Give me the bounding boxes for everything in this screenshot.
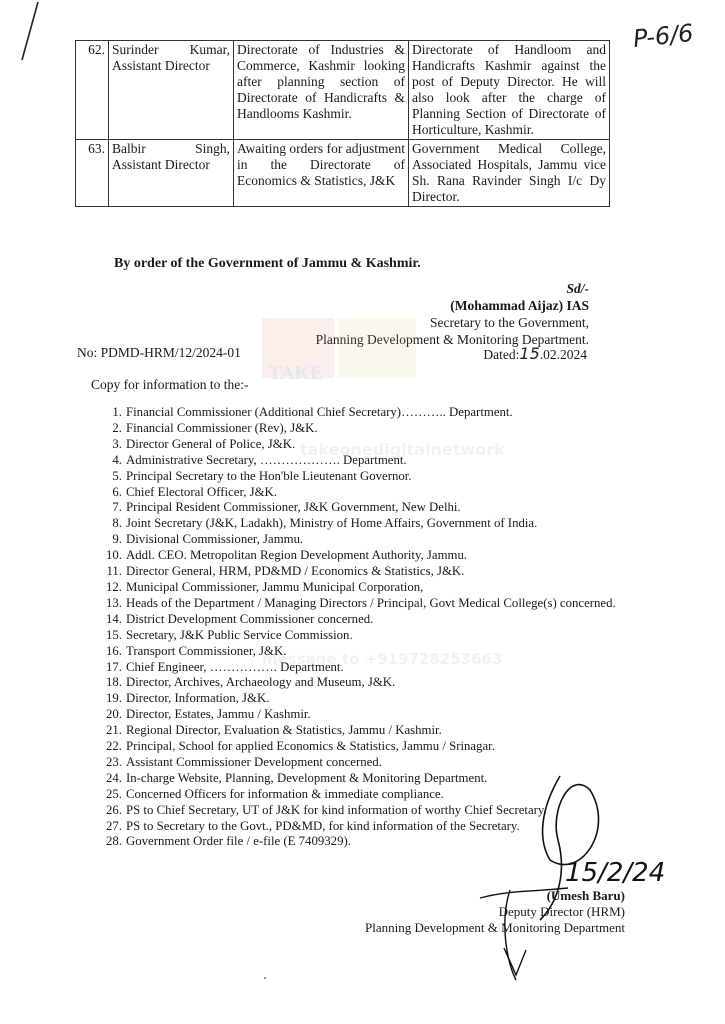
- list-item-number: 19.: [106, 691, 122, 706]
- list-item-number: 5.: [112, 468, 122, 483]
- list-item-text: Director, Archives, Archaeology and Museum, J&K.: [126, 675, 396, 690]
- list-item-text: Director, Information, J&K.: [126, 691, 270, 706]
- watermark-logo-right: [338, 318, 416, 378]
- list-item: [112, 452, 646, 469]
- list-item-number: 4.: [112, 452, 122, 467]
- list-item-text: Assistant Commissioner Development concerned.: [126, 754, 382, 769]
- list-item-text: Principal Secretary to the Hon'ble Lieutenant Governor.: [126, 468, 412, 483]
- list-item-number: 15.: [106, 627, 122, 642]
- list-item: [106, 611, 646, 628]
- list-item-number: 23.: [106, 754, 122, 769]
- list-item-text: Chief Engineer, ……………. Department.: [126, 659, 344, 674]
- list-item-text: Joint Secretary (J&K, Ladakh), Ministry of Home Affairs, Government of India.: [126, 516, 538, 531]
- list-item-number: 26.: [106, 802, 122, 817]
- list-item-number: 1.: [112, 405, 122, 419]
- officer-name: Balbir Singh, Assistant Director: [109, 140, 234, 207]
- present-posting: Directorate of Industries & Commerce, Kashmir looking after planning section of Directorate of Handicrafts & Handlooms Kashmir.: [234, 41, 409, 140]
- deputy-name: (Umesh Baru): [546, 888, 625, 903]
- secretary-designation: Secretary to the Government,: [430, 315, 589, 330]
- list-item-text: Financial Commissioner (Rev), J&K.: [126, 420, 318, 435]
- new-posting: Directorate of Handloom and Handicrafts Kashmir against the post of Deputy Director. He will also look after the charge of Planning Section of Directorate of Horticulture, Kashmir.: [409, 41, 610, 140]
- order-number: No: PDMD-HRM/12/2024-01: [77, 345, 241, 360]
- list-item: [112, 420, 646, 437]
- new-posting: Government Medical College, Associated Hospitals, Jammu vice Sh. Rana Ravinder Singh I/c Dy Director.: [409, 140, 610, 207]
- list-item-text: Secretary, J&K Public Service Commission.: [126, 627, 353, 642]
- list-item: [106, 564, 646, 580]
- by-order-line: By order of the Government of Jammu & Kashmir.: [114, 256, 421, 271]
- list-item-number: 25.: [106, 786, 122, 801]
- list-item: [106, 707, 646, 723]
- list-item-number: 7.: [112, 500, 122, 515]
- list-item: [112, 484, 646, 501]
- deputy-designation: Deputy Director (HRM): [498, 904, 625, 919]
- list-item: [106, 754, 646, 771]
- list-item-text: Regional Director, Evaluation & Statistics, Jammu / Kashmir.: [126, 723, 442, 738]
- list-item: [112, 500, 646, 516]
- list-item-number: 20.: [106, 707, 122, 722]
- list-item-text: Administrative Secretary, ………………. Department.: [126, 452, 407, 467]
- list-item: [112, 468, 646, 485]
- list-item-text: Divisional Commissioner, Jammu.: [126, 532, 304, 547]
- page-reference: P-6/6: [631, 18, 695, 54]
- list-item: [112, 405, 646, 421]
- deputy-department: Planning Development & Monitoring Department: [365, 920, 625, 935]
- transfer-orders-table: [75, 40, 610, 207]
- order-date: [483, 344, 587, 363]
- date-day-handwritten: 15: [519, 344, 540, 363]
- watermark-site: takeonedigitalnetwork: [300, 440, 505, 459]
- list-item-number: 12.: [106, 579, 122, 594]
- list-item-number: 3.: [112, 436, 122, 451]
- table-row: [76, 41, 610, 140]
- list-item: [106, 675, 646, 691]
- list-item-text: Director General of Police, J&K.: [126, 436, 296, 451]
- watermark-logo-text: TAKE: [268, 362, 324, 384]
- present-posting: Awaiting orders for adjustment in the Directorate of Economics & Statistics, J&K: [234, 140, 409, 207]
- row-number: 62.: [76, 41, 109, 140]
- list-item: [106, 627, 646, 644]
- list-item-text: Principal Resident Commissioner, J&K Government, New Delhi.: [126, 500, 461, 515]
- scan-speck: [264, 977, 266, 979]
- list-item-text: Addl. CEO. Metropolitan Region Development Authority, Jammu.: [126, 548, 468, 563]
- list-item-text: In-charge Website, Planning, Development & Monitoring Department.: [126, 770, 488, 785]
- list-item: [106, 739, 646, 755]
- list-item-number: 21.: [106, 723, 122, 738]
- sd-mark: Sd/-: [566, 281, 589, 296]
- list-item-number: 14.: [106, 611, 122, 626]
- list-item-text: Government Order file / e-file (E 7409329).: [126, 834, 351, 849]
- list-item: [106, 643, 646, 660]
- list-item-number: 27.: [106, 818, 122, 833]
- table-row: [76, 140, 610, 207]
- handwritten-date: 15/2/24: [565, 858, 666, 888]
- list-item-number: 16.: [106, 643, 122, 658]
- officer-name: Surinder Kumar, Assistant Director: [109, 41, 234, 140]
- list-item-text: PS to Secretary to the Govt., PD&MD, for kind information of the Secretary.: [126, 818, 520, 833]
- list-item-text: Director General, HRM, PD&MD / Economics & Statistics, J&K.: [126, 564, 465, 579]
- list-item-text: Financial Commissioner (Additional Chief Secretary)……….. Department.: [126, 405, 513, 419]
- list-item: [106, 595, 646, 612]
- copy-intro: Copy for information to the:-: [91, 377, 249, 392]
- list-item-text: Chief Electoral Officer, J&K.: [126, 484, 277, 499]
- list-item: [112, 436, 646, 453]
- list-item-number: 11.: [106, 564, 122, 579]
- list-item-number: 10.: [106, 548, 122, 563]
- list-item-number: 17.: [106, 659, 122, 674]
- list-item-text: PS to Chief Secretary, UT of J&K for kind information of worthy Chief Secretary.: [126, 802, 547, 817]
- list-item-number: 22.: [106, 739, 122, 754]
- list-item-text: Transport Commissioner, J&K.: [126, 643, 287, 658]
- margin-pen-stroke: [0, 0, 60, 80]
- list-item-number: 24.: [106, 770, 122, 785]
- list-item-text: Concerned Officers for information & immediate compliance.: [126, 786, 444, 801]
- list-item: [112, 532, 646, 548]
- list-item-text: District Development Commissioner concerned.: [126, 611, 374, 626]
- date-rest: .02.2024: [539, 347, 587, 362]
- list-item: [106, 691, 646, 707]
- list-item: [106, 579, 646, 596]
- list-item-number: 28.: [106, 834, 122, 849]
- date-label: Dated:: [483, 347, 520, 362]
- list-item: [106, 723, 646, 739]
- deputy-director-block: [365, 888, 625, 936]
- list-item-number: 9.: [112, 532, 122, 547]
- list-item-text: Municipal Commissioner, Jammu Municipal Corporation,: [126, 579, 424, 594]
- list-item-number: 6.: [112, 484, 122, 499]
- list-item-number: 18.: [106, 675, 122, 690]
- row-number: 63.: [76, 140, 109, 207]
- secretary-department: Planning Development & Monitoring Department.: [315, 332, 589, 347]
- list-item: [112, 516, 646, 532]
- list-item-text: Heads of the Department / Managing Directors / Principal, Govt Medical College(s) concerned.: [126, 595, 616, 610]
- list-item-number: 13.: [106, 595, 122, 610]
- list-item: [106, 548, 646, 564]
- list-item-number: 2.: [112, 420, 122, 435]
- list-item-number: 8.: [112, 516, 122, 531]
- list-item-text: Director, Estates, Jammu / Kashmir.: [126, 707, 311, 722]
- watermark-phone: message to +919728253663: [262, 650, 503, 668]
- secretary-name: (Mohammad Aijaz) IAS: [450, 298, 589, 313]
- list-item-text: Principal, School for applied Economics & Statistics, Jammu / Srinagar.: [126, 739, 495, 754]
